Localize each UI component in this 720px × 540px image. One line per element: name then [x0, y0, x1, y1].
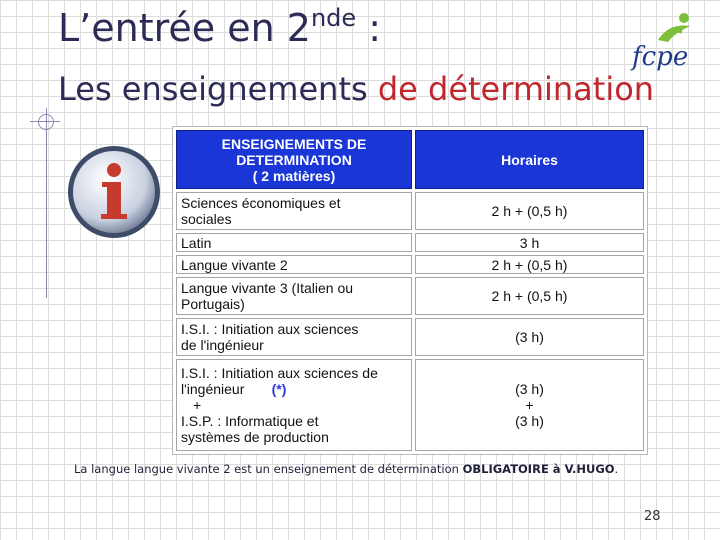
- subject-cell: Latin: [176, 233, 412, 252]
- subject-cell: Langue vivante 2: [176, 255, 412, 274]
- footer-note: [74, 462, 634, 476]
- subject-line: sociales: [181, 211, 232, 227]
- note-end: .: [614, 462, 619, 476]
- header-line: ENSEIGNEMENTS DE: [221, 135, 367, 152]
- title-suffix: :: [356, 6, 382, 50]
- header-subjects: [176, 130, 412, 189]
- slide-subtitle: [58, 70, 654, 108]
- subtitle-main: Les enseignements: [58, 70, 378, 108]
- hours-cell: 2 h + (0,5 h): [415, 192, 644, 230]
- info-icon: [66, 144, 162, 240]
- subject-line: Sciences économiques et: [181, 195, 341, 211]
- subject-line: [181, 381, 407, 397]
- subject-cell: [176, 192, 412, 230]
- fcpe-logo: [628, 10, 698, 74]
- table-row: [176, 192, 644, 230]
- subtitle-accent: de détermination: [377, 70, 655, 108]
- hours-line: +: [525, 397, 534, 413]
- hours-cell: [415, 359, 644, 451]
- header-hours: Horaires: [415, 130, 644, 189]
- subject-line: de l'ingénieur: [181, 337, 264, 353]
- hours-line: (3 h): [515, 381, 544, 397]
- title-superscript: nde: [310, 4, 357, 32]
- svg-text:fcpe: fcpe: [632, 42, 689, 72]
- note-text: La langue langue vivante 2 est un enseignement de détermination: [74, 462, 463, 476]
- table-header-row: [176, 130, 644, 189]
- table-row: [176, 359, 644, 451]
- subject-line: I.S.P. : Informatique et: [181, 413, 319, 429]
- hours-cell: (3 h): [415, 318, 644, 356]
- subject-line: +: [193, 397, 202, 413]
- note-bold: OBLIGATOIRE à V.HUGO: [462, 462, 615, 476]
- title-prefix: L’entrée en 2: [58, 6, 311, 50]
- table-row: [176, 233, 644, 252]
- hours-cell: 2 h + (0,5 h): [415, 255, 644, 274]
- hours-cell: 2 h + (0,5 h): [415, 277, 644, 315]
- table-row: [176, 277, 644, 315]
- hours-line: (3 h): [515, 413, 544, 429]
- subject-cell: [176, 359, 412, 451]
- header-line: ( 2 matières): [252, 167, 336, 184]
- hours-cell: 3 h: [415, 233, 644, 252]
- footnote-link[interactable]: (*): [271, 381, 287, 397]
- teaching-table: [172, 126, 648, 455]
- subject-line: Langue vivante 3 (Italien ou: [181, 280, 354, 296]
- page-number: 28: [644, 509, 661, 524]
- subject-cell: [176, 277, 412, 315]
- subject-line: I.S.I. : Initiation aux sciences de: [181, 365, 378, 381]
- subject-line: Portugais): [181, 296, 245, 312]
- subject-line: systèmes de production: [181, 429, 329, 445]
- decor-circle: [38, 114, 54, 130]
- decor-vertical-line: [46, 108, 47, 298]
- table-row: [176, 255, 644, 274]
- subject-cell: [176, 318, 412, 356]
- table-row: [176, 318, 644, 356]
- subject-text: l'ingénieur: [181, 381, 245, 397]
- slide-title: [58, 6, 381, 50]
- subject-line: I.S.I. : Initiation aux sciences: [181, 321, 359, 337]
- header-line: DETERMINATION: [236, 151, 352, 168]
